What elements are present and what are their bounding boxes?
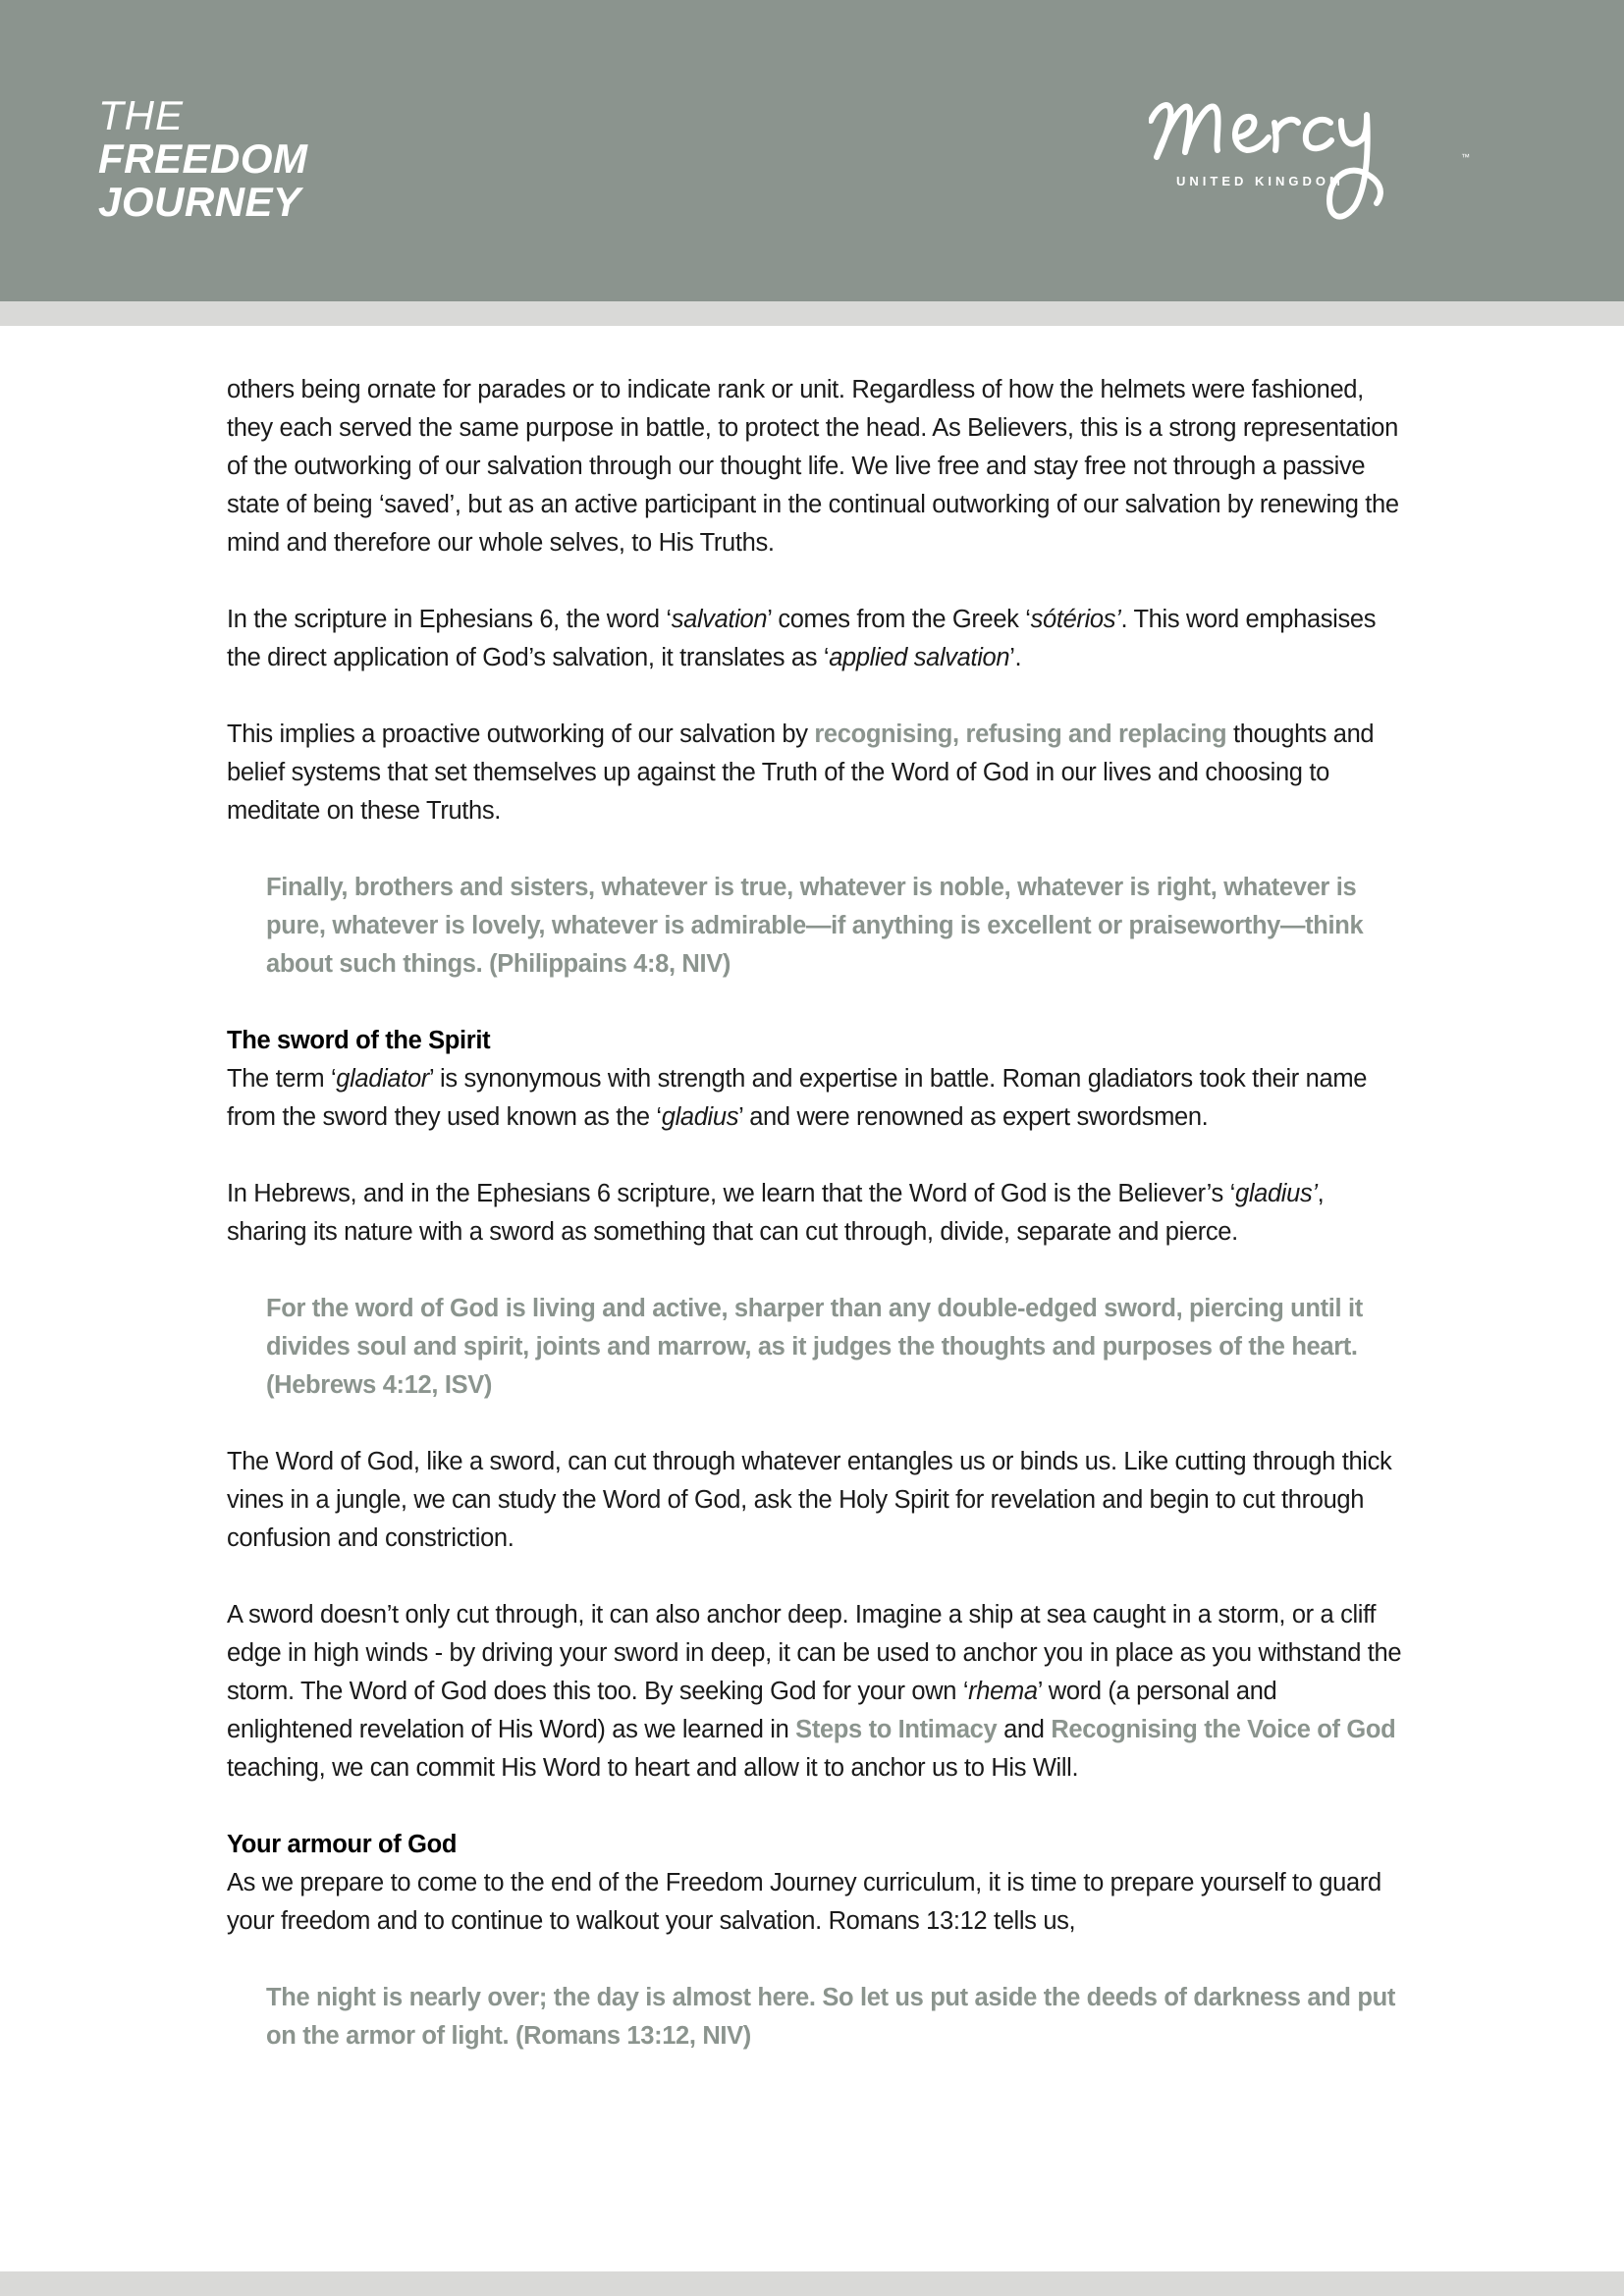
italic-term: sótérios’ bbox=[1030, 606, 1121, 633]
text: This implies a proactive outworking of our salvation by bbox=[227, 721, 815, 748]
text: and bbox=[997, 1716, 1052, 1743]
italic-term: salvation bbox=[671, 606, 768, 633]
paragraph bbox=[227, 1596, 1405, 1788]
freedom-journey-logo bbox=[98, 94, 308, 224]
text: ’ is synonymous with strength and expertise in battle. Roman gladiators took their name from the sword they used known as the ‘ bbox=[227, 1065, 1368, 1131]
brand-freedom: FREEDOM bbox=[98, 135, 308, 182]
brand-journey: JOURNEY bbox=[98, 179, 301, 225]
page-header bbox=[0, 0, 1624, 301]
paragraph bbox=[227, 601, 1405, 677]
italic-term: rhema bbox=[968, 1678, 1038, 1705]
italic-term: gladius’ bbox=[1234, 1180, 1318, 1207]
italic-term: gladius bbox=[661, 1103, 739, 1131]
text: The term ‘ bbox=[227, 1065, 337, 1093]
voice-of-god-reference: Recognising the Voice of God bbox=[1051, 1716, 1396, 1743]
section-heading: The sword of the Spirit bbox=[227, 1027, 491, 1054]
document-body bbox=[227, 371, 1405, 2094]
italic-term: gladiator bbox=[336, 1065, 429, 1093]
mercy-uk-logo bbox=[1149, 93, 1542, 231]
scripture-quote: For the word of God is living and active, sharper than any double-edged sword, piercing until it divides soul and spirit, joints and marrow, as it judges the thoughts and purposes of the heart. (Hebrews 4:12, ISV) bbox=[266, 1295, 1363, 1399]
paragraph: The Word of God, like a sword, can cut through whatever entangles us or binds us. Like cutting through thick vines in a jungle, we can study the Word of God, ask the Holy Spirit for revelation and begin to cut through confusion and constriction. bbox=[227, 1448, 1392, 1552]
logo-subtitle: UNITED KINGDOM bbox=[1176, 174, 1344, 188]
paragraph: others being ornate for parades or to indicate rank or unit. Regardless of how the helmets were fashioned, they each served the same purpose in battle, to protect the head. As Believers, this is a strong representation of the outworking of our salvation through our thought life. We live free and stay free not through a passive state of being ‘saved’, but as an active participant in the continual outworking of our salvation by renewing the mind and therefore our whole selves, to His Truths. bbox=[227, 376, 1399, 557]
brand-the: THE bbox=[98, 92, 184, 138]
footer-band bbox=[0, 2271, 1624, 2296]
steps-to-intimacy-reference: Steps to Intimacy bbox=[795, 1716, 998, 1743]
text: . This word emphasises the direct application of God’s salvation, it translates as ‘ bbox=[227, 606, 1377, 671]
text: , sharing its nature with a sword as something that can cut through, divide, separate and pierce. bbox=[227, 1180, 1325, 1246]
highlight-text: recognising, refusing and replacing bbox=[814, 721, 1227, 748]
scripture-quote: Finally, brothers and sisters, whatever is true, whatever is noble, whatever is right, whatever is pure, whatever is lovely, whatever is admirable—if anything is excellent or praiseworthy—think about such things. (Philippains 4:8, NIV) bbox=[266, 874, 1364, 978]
italic-term: applied salvation bbox=[829, 644, 1010, 671]
text: ’ word (a personal and enlightened revelation of His Word) as we learned in bbox=[227, 1678, 1277, 1743]
text: ’ comes from the Greek ‘ bbox=[767, 606, 1031, 633]
paragraph: As we prepare to come to the end of the Freedom Journey curriculum, it is time to prepare yourself to guard your freedom and to continue to walkout your salvation. Romans 13:12 tells us, bbox=[227, 1869, 1381, 1935]
header-divider-band bbox=[0, 301, 1624, 326]
text: ’. bbox=[1009, 644, 1022, 671]
text: teaching, we can commit His Word to heart and allow it to anchor us to His Will. bbox=[227, 1754, 1079, 1782]
paragraph bbox=[227, 716, 1405, 830]
mercy-script-icon bbox=[1149, 93, 1542, 231]
paragraph bbox=[227, 1060, 1405, 1137]
text: thoughts and belief systems that set themselves up against the Truth of the Word of God in our lives and choosing to meditate on these Truths. bbox=[227, 721, 1375, 825]
logo-trademark: ™ bbox=[1461, 152, 1470, 162]
section-heading: Your armour of God bbox=[227, 1831, 458, 1858]
text: In Hebrews, and in the Ephesians 6 scripture, we learn that the Word of God is the Believer’s ‘ bbox=[227, 1180, 1235, 1207]
text: ’ and were renowned as expert swordsmen. bbox=[738, 1103, 1209, 1131]
scripture-quote: The night is nearly over; the day is almost here. So let us put aside the deeds of darkness and put on the armor of light. (Romans 13:12, NIV) bbox=[266, 1984, 1395, 2050]
text: In the scripture in Ephesians 6, the word ‘ bbox=[227, 606, 672, 633]
paragraph bbox=[227, 1175, 1405, 1252]
text: A sword doesn’t only cut through, it can also anchor deep. Imagine a ship at sea caught in a storm, or a cliff edge in high winds - by driving your sword in deep, it can be used to anchor you in place as you withstand the storm. The Word of God does this too. By seeking God for your own ‘ bbox=[227, 1601, 1402, 1705]
